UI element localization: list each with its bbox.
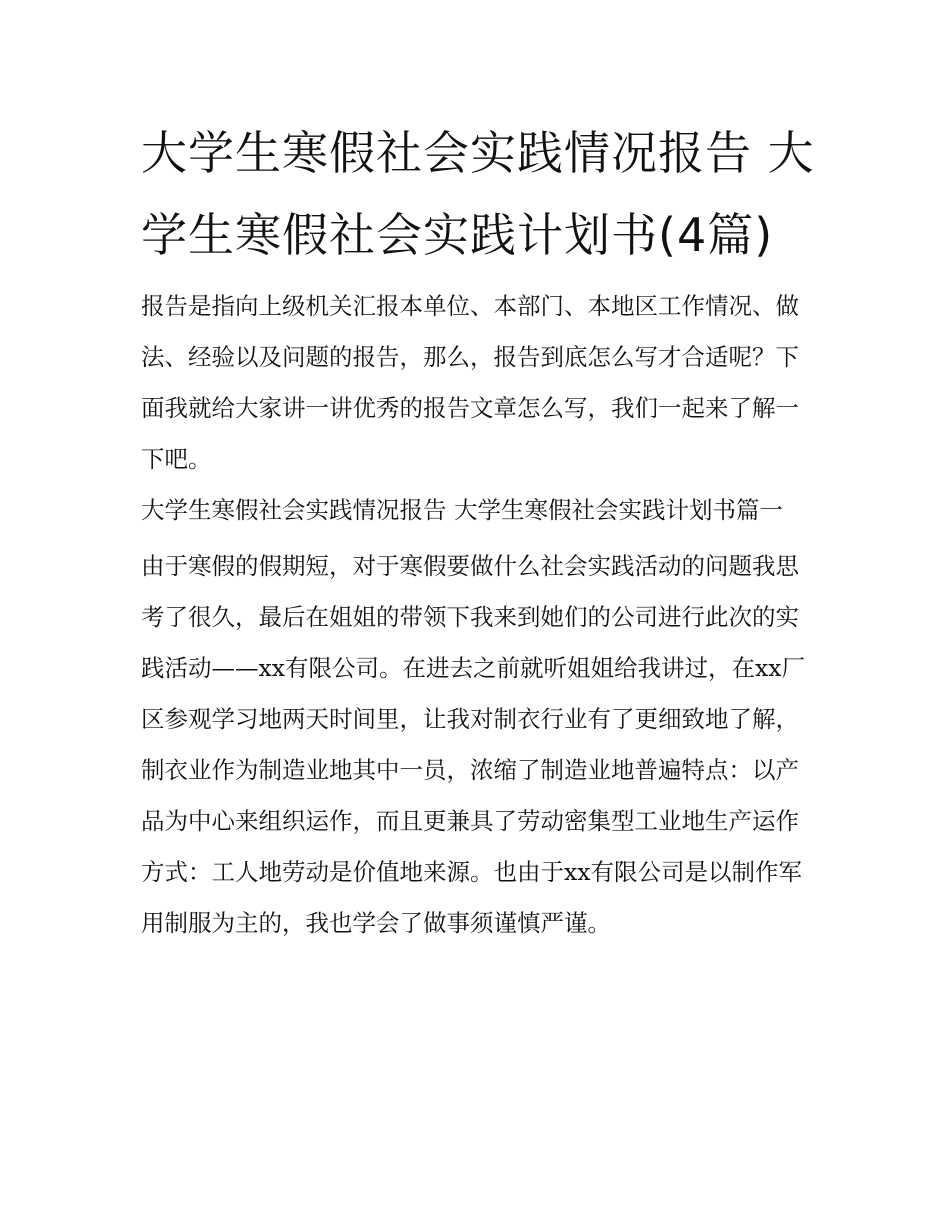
- document-content: [141, 112, 821, 949]
- intro-paragraph: 报告是指向上级机关汇报本单位、本部门、本地区工作情况、做法、经验以及问题的报告，那么，报告到底怎么写才合适呢？下面我就给大家讲一讲优秀的报告文章怎么写，我们一起来了解一下吧。: [141, 292, 799, 473]
- section-heading: 大学生寒假社会实践情况报告 大学生寒假社会实践计划书篇一: [141, 496, 783, 524]
- body-paragraph: 由于寒假的假期短，对于寒假要做什么社会实践活动的问题我思考了很久，最后在姐姐的带领下我来到她们的公司进行此次的实践活动——xx有限公司。在进去之前就听姐姐给我讲过，在xx厂区参观学习地两天时间里，让我对制衣行业有了更细致地了解，制衣业作为制造业地其中一员，浓缩了制造业地普遍特点：以产品为中心来组织运作，而且更兼具了劳动密集型工业地生产运作方式：工人地劳动是价值地来源。也由于xx有限公司是以制作军用制服为主的，我也学会了做事须谨慎严谨。: [141, 552, 806, 937]
- document-title: 大学生寒假社会实践情况报告 大学生寒假社会实践计划书(4篇): [141, 126, 815, 262]
